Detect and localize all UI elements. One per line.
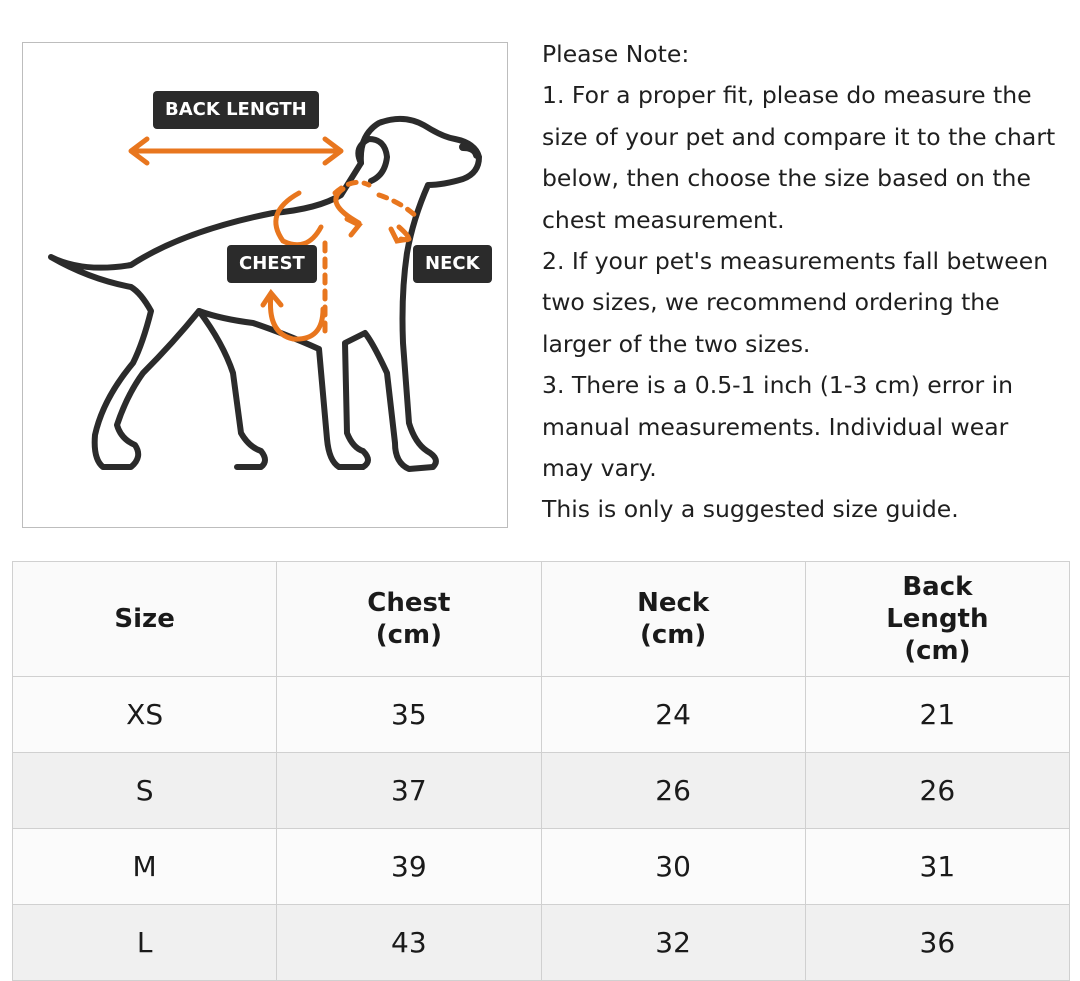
notes-heading: Please Note: <box>542 40 690 68</box>
neck-label: NECK <box>413 245 492 283</box>
cell-chest: 37 <box>277 753 541 829</box>
header-back-length <box>805 562 1069 677</box>
dog-measurement-figure <box>22 42 508 528</box>
cell-size: S <box>13 753 277 829</box>
cell-neck: 26 <box>541 753 805 829</box>
cell-neck: 32 <box>541 905 805 981</box>
table-row <box>13 753 1070 829</box>
notes-line: chest measurement. <box>542 205 785 234</box>
dog-outline <box>51 119 479 469</box>
table-header-row <box>13 562 1070 677</box>
notes-line: 1. For a proper fit, please do measure the <box>542 81 1032 110</box>
back-length-label: BACK LENGTH <box>153 91 319 129</box>
cell-back-length: 36 <box>805 905 1069 981</box>
header-chest <box>277 562 541 677</box>
header-neck <box>541 562 805 677</box>
header-unit: (cm) <box>375 620 443 650</box>
table-row <box>13 829 1070 905</box>
notes-line: 2. If your pet's measurements fall between <box>542 247 1049 276</box>
cell-back-length: 21 <box>805 677 1069 753</box>
cell-size: XS <box>13 677 277 753</box>
table-row <box>13 677 1070 753</box>
notes-line: 3. There is a 0.5-1 inch (1-3 cm) error in <box>542 371 1014 400</box>
header-text: Back <box>902 572 973 602</box>
cell-chest: 43 <box>277 905 541 981</box>
back-length-arrow <box>131 139 341 163</box>
cell-size: L <box>13 905 277 981</box>
notes-line: below, then choose the size based on the <box>542 164 1031 193</box>
header-text: Length <box>886 604 989 634</box>
cell-back-length: 31 <box>805 829 1069 905</box>
header-size <box>13 562 277 677</box>
header-text: Neck <box>637 588 710 618</box>
notes-line: larger of the two sizes. <box>542 329 811 358</box>
cell-neck: 30 <box>541 829 805 905</box>
notes-line: manual measurements. Individual wear <box>542 412 1009 441</box>
neck-measure-loop <box>335 182 419 241</box>
cell-neck: 24 <box>541 677 805 753</box>
cell-chest: 39 <box>277 829 541 905</box>
cell-chest: 35 <box>277 677 541 753</box>
notes-line: may vary. <box>542 454 657 483</box>
size-chart-table <box>12 561 1070 981</box>
notes-line: This is only a suggested size guide. <box>542 495 959 524</box>
notes-line: size of your pet and compare it to the chart <box>542 122 1056 151</box>
size-guide-notes <box>542 34 1072 531</box>
header-text: Size <box>114 604 175 634</box>
chest-label: CHEST <box>227 245 317 283</box>
table-row <box>13 905 1070 981</box>
cell-size: M <box>13 829 277 905</box>
cell-back-length: 26 <box>805 753 1069 829</box>
header-unit: (cm) <box>639 620 707 650</box>
header-text: Chest <box>367 588 451 618</box>
notes-line: two sizes, we recommend ordering the <box>542 288 1000 317</box>
header-unit: (cm) <box>904 636 971 666</box>
